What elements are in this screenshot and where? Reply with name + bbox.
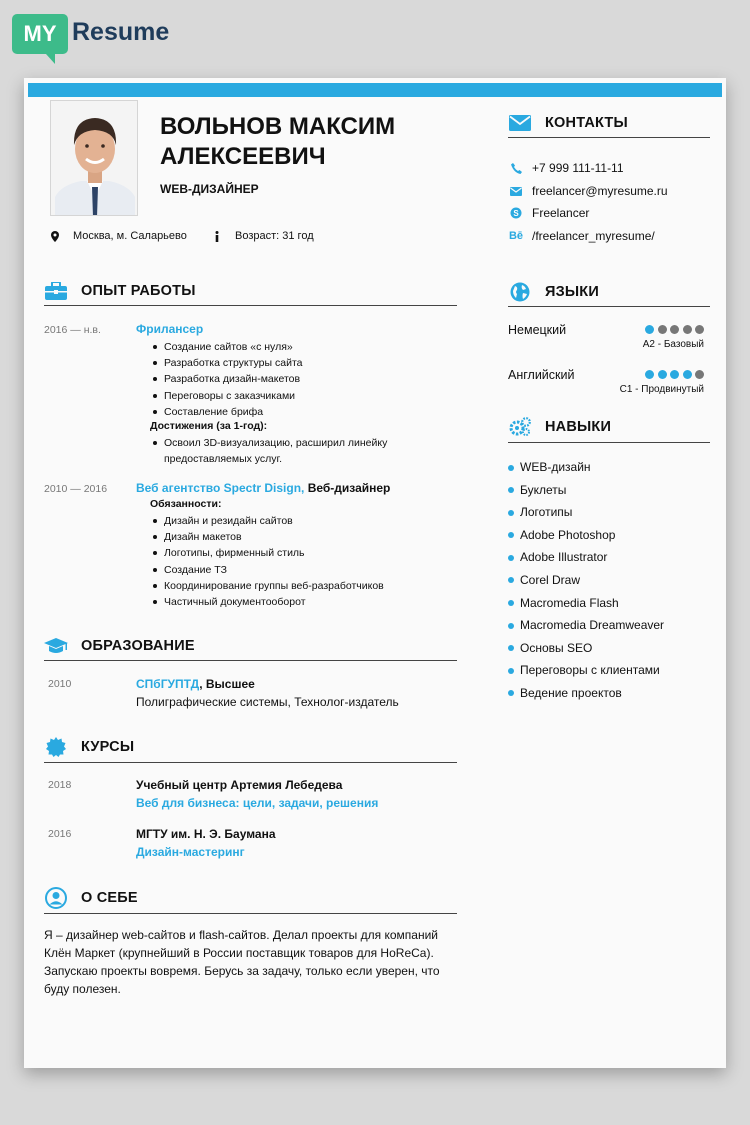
job-duties [150, 513, 384, 610]
skill-item: Логотипы [508, 501, 664, 524]
rating-dot [683, 325, 692, 334]
rating-dot [645, 370, 654, 379]
job-company: Фрилансер [136, 322, 204, 336]
edu-date: 2010 [48, 678, 72, 690]
phone-icon [508, 163, 524, 174]
divider [44, 762, 457, 763]
section-title: НАВЫКИ [545, 419, 612, 435]
rating-dot [670, 325, 679, 334]
course-provider: Учебный центр Артемия Лебедева [136, 778, 343, 792]
section-title: КОНТАКТЫ [545, 115, 628, 131]
languages-heading [508, 281, 599, 303]
courses-heading [44, 736, 134, 758]
skype-text[interactable]: Freelancer [532, 206, 590, 220]
location [48, 230, 187, 242]
contact-behance[interactable] [508, 229, 655, 243]
list-item: Переговоры с заказчиками [150, 388, 302, 404]
job-duties [150, 339, 302, 420]
list-item: Дизайн макетов [150, 529, 384, 545]
divider [44, 913, 457, 914]
skill-item: Переговоры с клиентами [508, 659, 664, 682]
course-date: 2018 [48, 779, 72, 791]
behance-icon: Bē [508, 230, 524, 242]
language-name: Немецкий [508, 323, 567, 337]
brand-logo[interactable] [12, 12, 182, 64]
svg-text:S: S [513, 209, 519, 218]
badge-icon [44, 736, 68, 758]
behance-text[interactable]: /freelancer_myresume/ [532, 229, 655, 243]
contact-phone[interactable] [508, 161, 624, 175]
logo-badge: MY [12, 14, 68, 54]
logo-wordmark: Resume [72, 18, 170, 46]
envelope-icon [508, 112, 532, 134]
email-text[interactable]: freelancer@myresume.ru [532, 184, 668, 198]
list-item: Координирование группы веб-разработчиков [150, 578, 384, 594]
divider [44, 660, 457, 661]
job-company: Веб агентство Spectr Disign, Веб-дизайнер [136, 481, 391, 495]
envelope-icon [508, 187, 524, 196]
map-pin-icon [48, 231, 62, 242]
language-rating [645, 370, 708, 379]
skills-list [508, 456, 664, 705]
list-item: Разработка структуры сайта [150, 355, 302, 371]
skill-item: Macromedia Dreamweaver [508, 614, 664, 637]
experience-heading [44, 280, 196, 302]
contact-email[interactable] [508, 184, 668, 198]
list-item: Составление брифа [150, 404, 302, 420]
list-item: Разработка дизайн-макетов [150, 371, 302, 387]
location-text: Москва, м. Саларьево [73, 230, 187, 242]
skill-item: Adobe Illustrator [508, 546, 664, 569]
course-provider: МГТУ им. Н. Э. Баумана [136, 827, 276, 841]
skill-item: Буклеты [508, 479, 664, 502]
course-title: Дизайн-мастеринг [136, 845, 245, 859]
name-line-2: АЛЕКСЕЕВИЧ [160, 143, 326, 170]
job-achievements [150, 435, 387, 451]
skill-item: Corel Draw [508, 569, 664, 592]
gears-icon [508, 416, 532, 438]
skill-item: Основы SEO [508, 637, 664, 660]
full-name [160, 112, 450, 172]
rating-dot [658, 370, 667, 379]
section-title: ОПЫТ РАБОТЫ [81, 283, 196, 299]
section-title: ОБРАЗОВАНИЕ [81, 638, 195, 654]
age [210, 230, 314, 242]
contact-skype[interactable] [508, 206, 589, 220]
skype-icon [508, 207, 524, 219]
divider [508, 137, 710, 138]
divider [508, 306, 710, 307]
age-text: Возраст: 31 год [235, 230, 314, 242]
course-date: 2016 [48, 828, 72, 840]
rating-dot [658, 325, 667, 334]
globe-icon [508, 281, 532, 303]
course-title: Веб для бизнеса: цели, задачи, решения [136, 796, 379, 810]
language-level: C1 - Продвинутый [619, 384, 704, 395]
list-item: Создание сайтов «с нуля» [150, 339, 302, 355]
divider [508, 442, 710, 443]
name-line-1: ВОЛЬНОВ МАКСИМ [160, 113, 396, 140]
contacts-heading [508, 112, 628, 134]
skill-item: WEB-дизайн [508, 456, 664, 479]
job-date: 2010 — 2016 [44, 483, 108, 495]
info-icon [210, 231, 224, 242]
edu-detail: Полиграфические системы, Технолог-издатель [136, 695, 399, 709]
profile-photo [50, 100, 138, 216]
skill-item: Macromedia Flash [508, 592, 664, 615]
job-date: 2016 — н.в. [44, 324, 101, 336]
skills-heading [508, 416, 611, 438]
graduation-cap-icon [44, 635, 68, 657]
rating-dot [670, 370, 679, 379]
accent-bar [28, 83, 722, 97]
list-item: Освоил 3D-визуализацию, расширил линейку [150, 435, 387, 451]
rating-dot [683, 370, 692, 379]
section-title: ЯЗЫКИ [545, 284, 599, 300]
list-item: Логотипы, фирменный стиль [150, 545, 384, 561]
resume-sheet [24, 78, 726, 1068]
language-rating [645, 325, 708, 334]
user-circle-icon [44, 887, 68, 909]
education-heading [44, 635, 195, 657]
list-item: Дизайн и резидайн сайтов [150, 513, 384, 529]
achievement-continuation: предоставляемых услуг. [164, 453, 283, 465]
about-text: Я – дизайнер web-сайтов и flash-сайтов. Делал проекты для компаний Клён Маркет (крупнейший в России поставщик товаров для HoReCa). Запускаю проекты вовремя. Берусь за задачу, только если уверен, что буду полезен. [44, 928, 440, 996]
edu-school: СПбГУПТД, Высшее [136, 677, 255, 691]
rating-dot [695, 370, 704, 379]
divider [44, 305, 457, 306]
job-title: WEB-ДИЗАЙНЕР [160, 182, 259, 196]
skill-item: Ведение проектов [508, 682, 664, 705]
rating-dot [645, 325, 654, 334]
about-heading [44, 887, 138, 909]
language-level: A2 - Базовый [642, 339, 704, 350]
section-title: КУРСЫ [81, 739, 135, 755]
language-name: Английский [508, 368, 575, 382]
list-item: Создание ТЗ [150, 562, 384, 578]
duties-label: Обязанности: [150, 498, 222, 510]
achievements-label: Достижения (за 1-год): [150, 420, 268, 432]
list-item: Частичный документооборот [150, 594, 384, 610]
phone-text[interactable]: +7 999 111-11-11 [532, 161, 624, 175]
rating-dot [695, 325, 704, 334]
skill-item: Adobe Photoshop [508, 524, 664, 547]
section-title: О СЕБЕ [81, 890, 138, 906]
briefcase-icon [44, 280, 68, 302]
